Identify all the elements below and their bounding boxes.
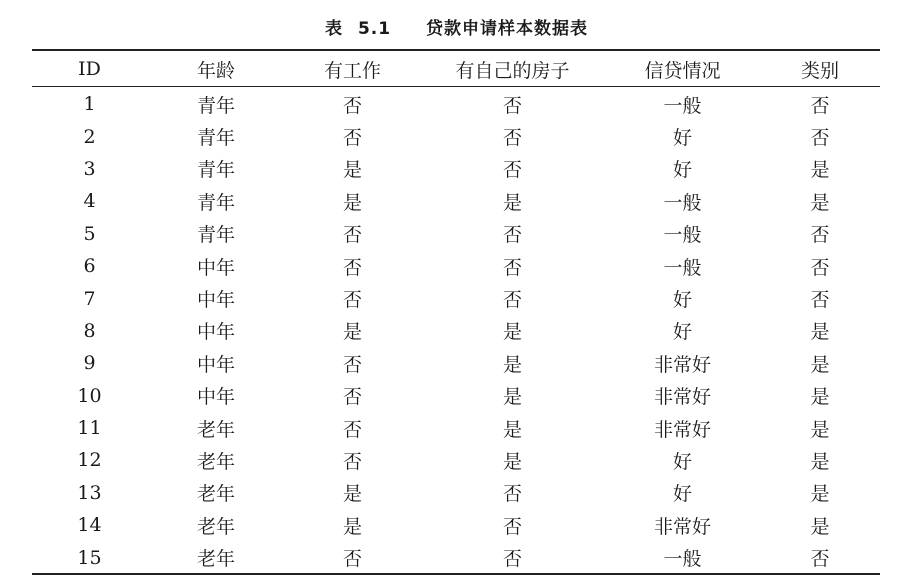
age-cell: 老年 — [196, 418, 235, 441]
credit-cell: 好 — [672, 289, 692, 312]
table-row — [32, 380, 880, 412]
credit-cell: 一般 — [663, 548, 702, 571]
has-job-cell: 是 — [342, 191, 362, 214]
has-job-cell: 否 — [342, 224, 362, 247]
class-cell: 否 — [810, 127, 830, 150]
data-table — [32, 88, 880, 574]
id-cell: 3 — [83, 157, 96, 180]
credit-cell: 好 — [672, 159, 692, 182]
class-cell: 否 — [810, 256, 830, 279]
table-row — [32, 120, 880, 152]
table-header — [32, 52, 880, 86]
table-row — [32, 282, 880, 314]
credit-cell: 一般 — [663, 224, 702, 247]
has-job-cell: 否 — [342, 289, 362, 312]
class-cell: 是 — [810, 353, 830, 376]
own-house-cell: 否 — [502, 289, 522, 312]
table-row — [32, 347, 880, 379]
age-cell: 青年 — [196, 94, 235, 117]
credit-cell: 非常好 — [653, 515, 711, 538]
age-cell: 中年 — [196, 321, 235, 344]
has-job-cell: 是 — [342, 321, 362, 344]
column-header-has-job: 有工作 — [323, 59, 381, 82]
table-row — [32, 250, 880, 282]
class-cell: 否 — [810, 94, 830, 117]
class-cell: 是 — [810, 191, 830, 214]
class-cell: 是 — [810, 159, 830, 182]
id-cell: 10 — [77, 384, 102, 407]
column-header-age: 年龄 — [196, 59, 235, 82]
age-cell: 中年 — [196, 289, 235, 312]
id-cell: 6 — [83, 255, 96, 278]
own-house-cell: 否 — [502, 548, 522, 571]
column-header-class: 类别 — [800, 59, 839, 82]
header-rule — [32, 86, 880, 87]
own-house-cell: 否 — [502, 159, 522, 182]
id-cell: 12 — [77, 449, 102, 472]
credit-cell: 一般 — [663, 191, 702, 214]
table-row — [32, 153, 880, 185]
id-cell: 2 — [83, 125, 96, 148]
column-header-credit: 信贷情况 — [644, 59, 721, 82]
has-job-cell: 是 — [342, 515, 362, 538]
own-house-cell: 否 — [502, 256, 522, 279]
table-body — [32, 88, 880, 574]
header-row — [32, 52, 880, 86]
age-cell: 青年 — [196, 224, 235, 247]
table-row — [32, 218, 880, 250]
caption-title: 贷款申请样本数据表 — [425, 19, 588, 39]
table-row — [32, 88, 880, 120]
id-cell: 15 — [77, 546, 102, 569]
id-cell: 4 — [83, 190, 96, 213]
id-cell: 14 — [77, 514, 102, 537]
class-cell: 是 — [810, 515, 830, 538]
own-house-cell: 否 — [502, 224, 522, 247]
table-row — [32, 412, 880, 444]
has-job-cell: 否 — [342, 548, 362, 571]
own-house-cell: 否 — [502, 127, 522, 150]
table-row — [32, 509, 880, 541]
credit-cell: 一般 — [663, 94, 702, 117]
age-cell: 中年 — [196, 353, 235, 376]
has-job-cell: 否 — [342, 127, 362, 150]
has-job-cell: 否 — [342, 94, 362, 117]
has-job-cell: 是 — [342, 483, 362, 506]
class-cell: 否 — [810, 224, 830, 247]
age-cell: 老年 — [196, 450, 235, 473]
own-house-cell: 是 — [502, 386, 522, 409]
age-cell: 中年 — [196, 386, 235, 409]
class-cell: 是 — [810, 321, 830, 344]
id-cell: 5 — [83, 222, 96, 245]
table-caption — [0, 14, 913, 39]
table-row — [32, 185, 880, 217]
has-job-cell: 否 — [342, 256, 362, 279]
column-header-id: ID — [78, 58, 101, 80]
age-cell: 中年 — [196, 256, 235, 279]
has-job-cell: 是 — [342, 159, 362, 182]
own-house-cell: 是 — [502, 450, 522, 473]
credit-cell: 好 — [672, 127, 692, 150]
has-job-cell: 否 — [342, 353, 362, 376]
id-cell: 1 — [83, 93, 96, 116]
class-cell: 是 — [810, 450, 830, 473]
credit-cell: 好 — [672, 483, 692, 506]
own-house-cell: 是 — [502, 191, 522, 214]
own-house-cell: 否 — [502, 94, 522, 117]
age-cell: 老年 — [196, 515, 235, 538]
top-rule — [32, 49, 880, 51]
table-row — [32, 541, 880, 573]
credit-cell: 非常好 — [653, 386, 711, 409]
has-job-cell: 否 — [342, 450, 362, 473]
credit-cell: 非常好 — [653, 353, 711, 376]
class-cell: 是 — [810, 418, 830, 441]
has-job-cell: 否 — [342, 418, 362, 441]
column-header-own-house: 有自己的房子 — [455, 59, 570, 82]
credit-cell: 好 — [672, 321, 692, 344]
table-row — [32, 315, 880, 347]
own-house-cell: 是 — [502, 353, 522, 376]
own-house-cell: 是 — [502, 418, 522, 441]
own-house-cell: 是 — [502, 321, 522, 344]
table-row — [32, 477, 880, 509]
credit-cell: 一般 — [663, 256, 702, 279]
id-cell: 13 — [77, 481, 102, 504]
age-cell: 青年 — [196, 191, 235, 214]
own-house-cell: 否 — [502, 515, 522, 538]
id-cell: 11 — [77, 417, 102, 440]
credit-cell: 好 — [672, 450, 692, 473]
id-cell: 9 — [83, 352, 96, 375]
age-cell: 老年 — [196, 483, 235, 506]
id-cell: 7 — [83, 287, 96, 310]
class-cell: 否 — [810, 289, 830, 312]
caption-number: 5.1 — [357, 19, 392, 39]
table-row — [32, 444, 880, 476]
own-house-cell: 否 — [502, 483, 522, 506]
has-job-cell: 否 — [342, 386, 362, 409]
age-cell: 青年 — [196, 127, 235, 150]
credit-cell: 非常好 — [653, 418, 711, 441]
age-cell: 青年 — [196, 159, 235, 182]
class-cell: 否 — [810, 548, 830, 571]
id-cell: 8 — [83, 319, 96, 342]
caption-label: 表 — [325, 19, 344, 39]
class-cell: 是 — [810, 483, 830, 506]
age-cell: 老年 — [196, 548, 235, 571]
class-cell: 是 — [810, 386, 830, 409]
